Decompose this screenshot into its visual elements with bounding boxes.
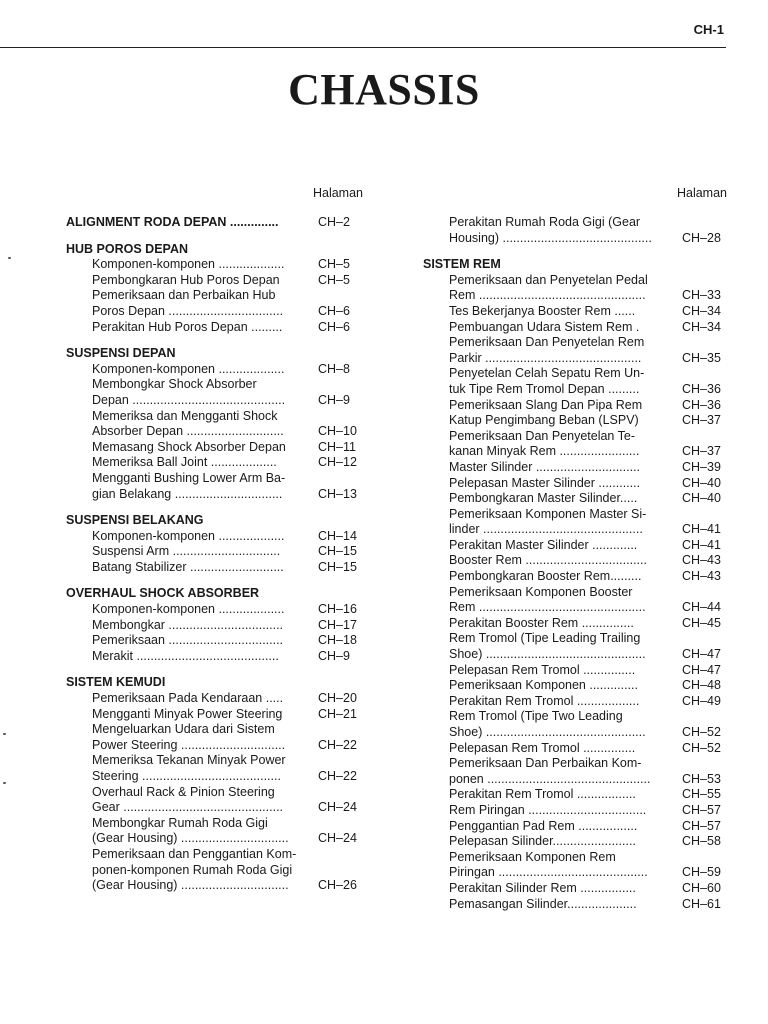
toc-entry (423, 304, 727, 320)
toc-entry (66, 440, 363, 456)
toc-entry (423, 631, 727, 647)
toc-entry-title: Shoe) .............................................. (449, 725, 646, 739)
toc-entry (66, 455, 363, 471)
toc-entry (66, 273, 363, 289)
section-heading: SISTEM REM (423, 257, 501, 272)
toc-entry-title: Shoe) .............................................. (449, 647, 646, 662)
toc-entry-page: CH–21 (318, 706, 357, 721)
toc-entry-title: Gear .............................................. (92, 800, 284, 815)
toc-entry (66, 633, 363, 649)
column-header-halaman: Halaman (676, 186, 727, 200)
toc-entry-page: CH–5 (318, 272, 350, 287)
toc-entry-page: CH–57 (682, 818, 721, 833)
toc-entry-title: Pemeriksaan ................................. (92, 633, 284, 648)
toc-entry (66, 831, 363, 847)
toc-entry-title: Pemeriksaan dan Perbaikan Hub (92, 288, 276, 303)
toc-entry (423, 694, 727, 710)
toc-entry (66, 215, 363, 231)
toc-entry (423, 787, 727, 803)
toc-entry (66, 393, 363, 409)
toc-entry (66, 722, 363, 738)
toc-entry-title: Tes Bekerjanya Booster Rem ...... (449, 303, 636, 318)
toc-entry (66, 529, 363, 545)
header-rule (0, 47, 726, 48)
toc-entry-page: CH–48 (682, 678, 721, 693)
toc-entry-title: Memeriksa Ball Joint ................... (92, 455, 277, 470)
toc-entry-page: CH–22 (318, 769, 357, 783)
toc-entry (66, 288, 363, 304)
section-heading: SUSPENSI BELAKANG (66, 513, 204, 528)
toc-entry-title: Absorber Depan ............................ (92, 424, 284, 439)
toc-entry (66, 602, 363, 618)
toc-entry (423, 725, 727, 741)
section-heading: SISTEM KEMUDI (66, 675, 166, 690)
toc-entry-title: Komponen-komponen ................... (92, 361, 285, 376)
section-heading: SUSPENSI DEPAN (66, 346, 176, 361)
toc-entry-page: CH–44 (682, 600, 721, 615)
toc-entry-title: Pemeriksaan dan Penggantian Kom- (92, 846, 297, 861)
column-header-halaman: Halaman (312, 186, 363, 200)
toc-entry-title: Pelepasan Master Silinder ............ (449, 475, 641, 490)
toc-entry-title: Pembongkaran Hub Poros Depan (92, 272, 280, 287)
toc-entry (66, 471, 363, 487)
toc-entry (66, 257, 363, 273)
toc-entry (66, 487, 363, 503)
toc-entry-title: Pemeriksaan Slang Dan Pipa Rem (449, 397, 643, 412)
toc-entry-page: CH–11 (318, 439, 356, 454)
toc-entry (66, 800, 363, 816)
toc-right-column (423, 183, 727, 912)
toc-entry-page: CH–34 (682, 319, 721, 334)
toc-entry-title: ALIGNMENT RODA DEPAN .............. (66, 215, 279, 229)
toc-entry-title: Rem Tromol (Tipe Two Leading (449, 709, 623, 724)
toc-entry-title: Pelepasan Rem Tromol ............... (449, 662, 636, 677)
toc-entry-title: Rem Piringan .................................. (449, 802, 647, 817)
toc-entry (423, 444, 727, 460)
section-heading: OVERHAUL SHOCK ABSORBER (66, 586, 260, 601)
toc-entry-page: CH–6 (318, 303, 350, 318)
toc-entry-page: CH–34 (682, 303, 721, 318)
toc-entry (66, 377, 363, 393)
toc-entry-title: tuk Tipe Rem Tromol Depan ......... (449, 381, 640, 396)
toc-entry-page: CH–2 (318, 215, 350, 229)
toc-entry (66, 320, 363, 336)
toc-entry-title: Housing) ........................................... (449, 230, 652, 245)
toc-entry-page: CH–6 (318, 319, 350, 334)
toc-entry-title: Suspensi Arm ............................... (92, 544, 281, 559)
toc-entry-page: CH–10 (318, 424, 357, 439)
toc-entry (423, 538, 727, 554)
toc-entry (423, 320, 727, 336)
toc-entry (423, 616, 727, 632)
toc-entry-title: Pemeriksaan Pada Kendaraan ..... (92, 691, 284, 706)
toc-entry (66, 691, 363, 707)
toc-entry-title: Pemeriksaan Dan Penyetelan Rem (449, 335, 645, 350)
toc-left-column (66, 183, 363, 894)
toc-entry-title: Power Steering .............................. (92, 737, 286, 752)
toc-entry (66, 847, 363, 863)
toc-entry-title: Booster Rem ................................... (449, 553, 647, 568)
toc-entry (66, 362, 363, 378)
toc-entry (423, 897, 727, 913)
toc-entry-page: CH–53 (682, 771, 721, 786)
toc-entry-title: Pemeriksaan Dan Perbaikan Kom- (449, 756, 642, 771)
toc-entry-page: CH–41 (682, 522, 721, 537)
toc-entry-title: Perakitan Rumah Roda Gigi (Gear (449, 215, 641, 229)
toc-entry (423, 460, 727, 476)
toc-entry (423, 647, 727, 663)
toc-entry-page: CH–47 (682, 647, 721, 662)
toc-entry-title: Piringan ........................................... (449, 865, 648, 880)
toc-entry-title: gian Belakang ............................... (92, 486, 283, 501)
toc-entry-title: Memeriksa dan Mengganti Shock (92, 408, 278, 423)
toc-entry (66, 409, 363, 425)
toc-entry-title: Membongkar Rumah Roda Gigi (92, 815, 268, 830)
toc-entry (423, 600, 727, 616)
toc-entry-page: CH–22 (318, 737, 357, 752)
toc-entry-page: CH–33 (682, 288, 721, 303)
toc-entry-page: CH–8 (318, 361, 350, 376)
toc-entry-page: CH–52 (682, 740, 721, 755)
toc-entry-page: CH–17 (318, 617, 357, 632)
scan-speck (8, 257, 11, 259)
toc-entry-title: Komponen-komponen ................... (92, 528, 285, 543)
toc-entry (66, 560, 363, 576)
toc-entry-page: CH–49 (682, 693, 721, 708)
toc-entry-page: CH–16 (318, 602, 357, 617)
toc-entry (423, 553, 727, 569)
toc-entry-title: Pemeriksaan Komponen Booster (449, 584, 633, 599)
toc-entry (423, 273, 727, 289)
toc-entry-page: CH–57 (682, 802, 721, 817)
toc-entry (66, 785, 363, 801)
toc-entry-title: Parkir ............................................. (449, 350, 642, 365)
toc-entry (423, 476, 727, 492)
toc-entry (423, 413, 727, 429)
toc-entry-title: Membongkar Shock Absorber (92, 377, 257, 392)
toc-entry-page: CH–43 (682, 553, 721, 568)
toc-entry-page: CH–20 (318, 691, 357, 706)
toc-entry-page: CH–58 (682, 834, 721, 849)
toc-entry-title: Pemeriksaan Komponen .............. (449, 678, 638, 693)
toc-entry-page: CH–52 (682, 725, 721, 739)
toc-entry (423, 382, 727, 398)
toc-entry (423, 351, 727, 367)
toc-entry-title: Pembuangan Udara Sistem Rem . (449, 319, 640, 334)
toc-entry-title: Perakitan Rem Tromol .................. (449, 693, 640, 708)
toc-entry-page: CH–47 (682, 662, 721, 677)
toc-entry-page: CH–36 (682, 397, 721, 412)
toc-entry-page: CH–37 (682, 413, 721, 428)
toc-entry-title: Pemeriksaan dan Penyetelan Pedal (449, 272, 648, 287)
toc-entry-title: Memeriksa Tekanan Minyak Power (92, 753, 286, 768)
toc-entry (66, 753, 363, 769)
toc-entry-title: Pembongkaran Master Silinder..... (449, 491, 638, 506)
toc-entry-title: linder .............................................. (449, 522, 643, 537)
toc-entry-title: Pemeriksaan Komponen Rem (449, 849, 616, 864)
toc-entry (423, 335, 727, 351)
toc-entry-title: Rem ................................................ (449, 288, 646, 303)
toc-entry (66, 816, 363, 832)
toc-entry (423, 819, 727, 835)
toc-entry-title: Perakitan Silinder Rem ................ (449, 880, 636, 895)
toc-entry-page: CH–24 (318, 831, 357, 846)
toc-entry-title: Penyetelan Celah Sepatu Rem Un- (449, 366, 645, 381)
toc-entry-page: CH–55 (682, 787, 721, 802)
toc-entry-title: Perakitan Hub Poros Depan ......... (92, 319, 283, 334)
toc-entry-page: CH–9 (318, 648, 350, 663)
toc-entry-page: CH–24 (318, 800, 357, 815)
toc-entry (423, 865, 727, 881)
toc-entry-page: CH–43 (682, 569, 721, 584)
toc-entry (423, 231, 727, 247)
toc-entry (423, 663, 727, 679)
toc-entry (66, 863, 363, 879)
toc-entry-title: Mengganti Bushing Lower Arm Ba- (92, 470, 286, 485)
toc-entry (423, 569, 727, 585)
toc-entry (423, 834, 727, 850)
toc-entry-title: Pemeriksaan Dan Penyetelan Te- (449, 428, 635, 443)
toc-entry-page: CH–41 (682, 537, 721, 552)
toc-entry (66, 769, 363, 785)
toc-entry-page: CH–14 (318, 528, 357, 543)
toc-entry-title: Pembongkaran Booster Rem......... (449, 569, 642, 584)
toc-entry (423, 398, 727, 414)
toc-entry-title: Katup Pengimbang Beban (LSPV) (449, 413, 639, 428)
toc-entry (423, 709, 727, 725)
toc-entry (423, 772, 727, 788)
toc-entry-page: CH–39 (682, 459, 721, 474)
toc-entry (66, 738, 363, 754)
toc-entry-page: CH–15 (318, 544, 357, 559)
toc-entry-title: Pemeriksaan Komponen Master Si- (449, 506, 647, 521)
toc-entry-title: Depan ............................................ (92, 392, 286, 407)
toc-entry (66, 424, 363, 440)
toc-entry-title: Merakit ......................................... (92, 648, 279, 663)
page-title: CHASSIS (288, 65, 480, 114)
toc-entry-page: CH–12 (318, 455, 357, 470)
toc-entry (423, 850, 727, 866)
toc-entry (423, 741, 727, 757)
toc-entry-page: CH–9 (318, 392, 350, 407)
toc-entry-title: Batang Stabilizer ........................... (92, 559, 284, 574)
toc-entry (423, 522, 727, 538)
page-number: CH-1 (693, 22, 724, 37)
toc-entry-page: CH–36 (682, 381, 721, 396)
toc-entry-page: CH–40 (682, 475, 721, 490)
toc-entry-page: CH–40 (682, 491, 721, 506)
toc-entry-title: Komponen-komponen ................... (92, 602, 285, 617)
toc-entry-page: CH–26 (318, 878, 357, 893)
toc-entry (423, 215, 727, 231)
toc-entry (66, 618, 363, 634)
toc-entry-title: Steering ........................................ (92, 769, 281, 783)
toc-entry-title: Master Silinder .............................. (449, 459, 641, 474)
scan-speck (3, 733, 6, 735)
toc-entry-title: ponen ............................................... (449, 771, 651, 786)
toc-entry (66, 878, 363, 894)
toc-entry-title: Memasang Shock Absorber Depan (92, 439, 286, 454)
toc-entry-title: Pemasangan Silinder.................... (449, 896, 637, 911)
toc-entry-title: ponen-komponen Rumah Roda Gigi (92, 862, 293, 877)
toc-entry-page: CH–18 (318, 633, 357, 648)
toc-entry (423, 678, 727, 694)
toc-entry-title: Poros Depan ................................. (92, 303, 284, 318)
toc-entry (423, 756, 727, 772)
toc-entry-page: CH–35 (682, 350, 721, 365)
toc-entry-title: Membongkar ................................. (92, 617, 284, 632)
toc-entry-title: Pelepasan Rem Tromol ............... (449, 740, 636, 755)
toc-entry-title: Overhaul Rack & Pinion Steering (92, 784, 275, 799)
toc-entry-page: CH–5 (318, 257, 350, 272)
toc-entry (66, 649, 363, 665)
toc-entry-title: Pelepasan Silinder........................ (449, 834, 636, 849)
toc-entry-page: CH–60 (682, 880, 721, 895)
toc-entry-page: CH–61 (682, 896, 721, 911)
toc-entry (423, 803, 727, 819)
toc-entry (66, 544, 363, 560)
section-heading: HUB POROS DEPAN (66, 241, 189, 256)
toc-entry-page: CH–59 (682, 865, 721, 880)
toc-entry-title: Rem ................................................ (449, 600, 646, 615)
toc-entry-title: Komponen-komponen ................... (92, 257, 285, 272)
toc-entry (66, 707, 363, 723)
scan-speck (3, 782, 6, 784)
toc-entry (423, 507, 727, 523)
toc-entry (423, 491, 727, 507)
toc-entry-page: CH–37 (682, 444, 721, 459)
toc-entry-title: (Gear Housing) ............................... (92, 831, 289, 846)
toc-entry-title: Penggantian Pad Rem ................. (449, 818, 638, 833)
toc-entry-title: Rem Tromol (Tipe Leading Trailing (449, 631, 641, 646)
toc-entry-title: Perakitan Rem Tromol ................. (449, 787, 636, 802)
toc-entry-title: (Gear Housing) ............................... (92, 878, 289, 893)
toc-entry (423, 585, 727, 601)
toc-entry-title: kanan Minyak Rem ....................... (449, 444, 640, 459)
toc-entry-page: CH–28 (682, 230, 721, 245)
toc-entry-title: Mengeluarkan Udara dari Sistem (92, 722, 275, 737)
toc-entry (423, 881, 727, 897)
toc-entry (423, 429, 727, 445)
toc-entry-page: CH–13 (318, 486, 357, 501)
toc-entry-title: Mengganti Minyak Power Steering (92, 706, 283, 721)
toc-entry-title: Perakitan Master Silinder ............. (449, 537, 638, 552)
toc-entry-title: Perakitan Booster Rem ............... (449, 615, 634, 630)
toc-entry (423, 366, 727, 382)
toc-entry (423, 288, 727, 304)
toc-entry (66, 304, 363, 320)
toc-entry-page: CH–45 (682, 615, 721, 630)
toc-entry-page: CH–15 (318, 559, 357, 574)
